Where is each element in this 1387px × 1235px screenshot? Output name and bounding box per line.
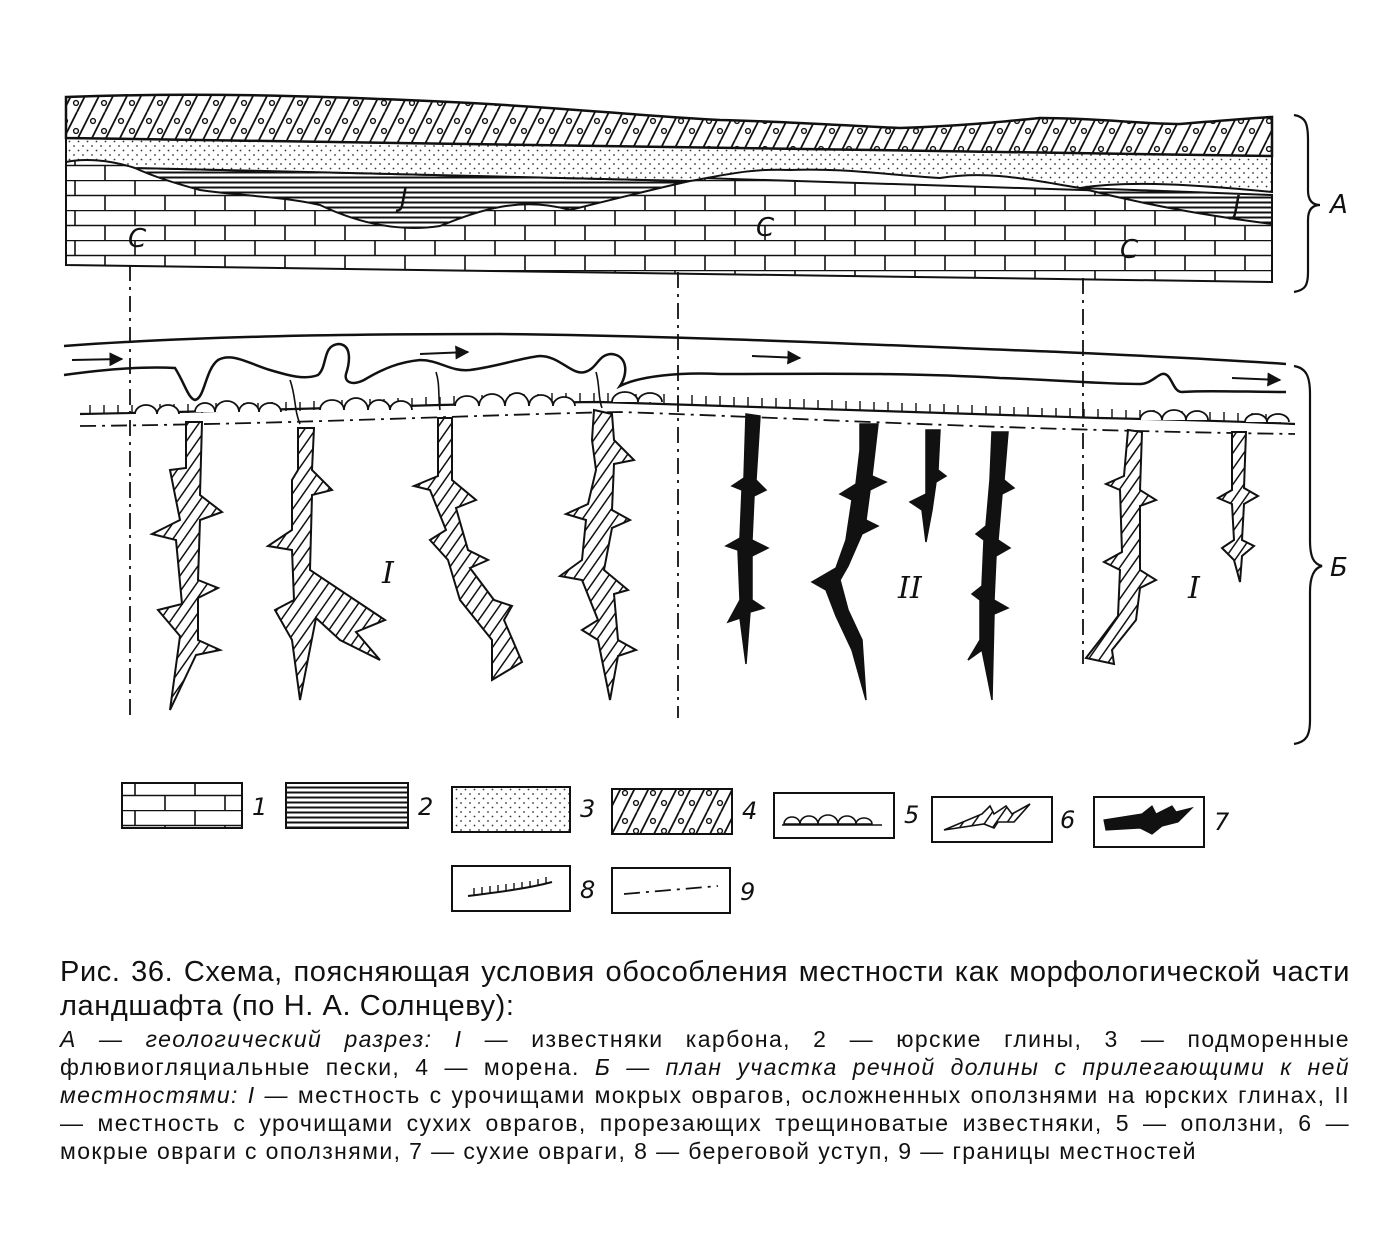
brace-b — [1294, 366, 1322, 744]
label-c-middle: C — [756, 213, 775, 243]
legend-num-5: 5 — [904, 801, 920, 829]
legend-item-moraine — [612, 789, 757, 834]
legend-item-landslides — [774, 793, 919, 838]
label-c-right: C — [1120, 235, 1139, 265]
landslide-5 — [612, 392, 662, 402]
legend-item-bank-scarp — [452, 866, 595, 911]
dry-ravine-3 — [910, 430, 946, 542]
legend-item-boundary — [612, 868, 755, 913]
geological-section — [66, 95, 1348, 292]
wet-ravine-5 — [1086, 430, 1156, 664]
legend — [122, 783, 1230, 913]
streamlet-1 — [290, 380, 300, 424]
legend-num-7: 7 — [1214, 808, 1230, 836]
legend-item-dry-ravine — [1094, 797, 1230, 847]
legend-num-9: 9 — [740, 878, 756, 906]
label-c-left: C — [128, 224, 147, 254]
caption-part-b-text: местность с урочищами мокрых оврагов, осложненных оползнями на юрских глинах, II — местность с урочищами сухих оврагов, прорезающих трещиноватые известняки, 5 — оползни, 6 — мокрые овраги с оползнями, 7 — сухие овраги, 8 — береговой уступ, 9 — границы местностей — [60, 1082, 1350, 1164]
flow-arrow-1 — [72, 359, 122, 360]
caption-part-a-text: известняки карбона, 2 — юрские глины, 3 — подморенные флювиогляциальные пески, 4 — морена. — [60, 1026, 1350, 1080]
legend-item-wet-ravine — [932, 797, 1075, 842]
landslide-2 — [195, 401, 281, 412]
flow-arrow-2 — [420, 352, 468, 354]
valley-plan — [64, 334, 1348, 744]
river-bank-north — [64, 334, 1286, 364]
legend-num-1: 1 — [252, 793, 268, 821]
dry-ravines — [726, 414, 1014, 700]
wet-ravine-4 — [560, 410, 636, 700]
area-label-middle: II — [898, 571, 922, 606]
legend-item-sand — [452, 787, 595, 832]
dry-ravine-4 — [968, 432, 1014, 700]
legend-num-3: 3 — [580, 795, 596, 823]
flow-arrow-4 — [1232, 378, 1280, 380]
section-label-a: А — [1330, 190, 1348, 220]
dry-ravine-1 — [726, 414, 768, 664]
legend-num-4: 4 — [742, 797, 758, 825]
legend-item-clay — [286, 783, 433, 828]
caption-part-a-heading: А — геологический разрез: I — — [60, 1026, 510, 1052]
valley-boundary-line — [80, 412, 1295, 434]
wet-ravine-3 — [414, 418, 522, 680]
label-j-left: J — [400, 183, 408, 213]
brace-a — [1294, 115, 1320, 292]
wet-ravine-6 — [1218, 432, 1258, 582]
wet-ravine-1 — [152, 422, 222, 710]
wet-ravines — [152, 410, 1258, 710]
legend-num-6: 6 — [1060, 806, 1076, 834]
landslide-1 — [135, 405, 179, 414]
landslide-7 — [1245, 414, 1289, 422]
area-label-right: I — [1188, 571, 1200, 606]
caption-part-b-heading: Б — план участка речной долины с прилегающими к ней местностями: I — — [60, 1054, 1350, 1108]
wet-ravine-2 — [268, 428, 385, 700]
flow-arrow-3 — [752, 356, 800, 358]
caption-title: Рис. 36. Схема, поясняющая условия обособления местности как морфологической части ландшафта (по Н. А. Солнцеву): — [60, 956, 1350, 1022]
figure-caption — [60, 955, 1350, 1165]
river-bank-south — [64, 344, 1286, 400]
landslide-4 — [455, 393, 575, 406]
dry-ravine-2 — [812, 424, 886, 700]
landslide-6 — [1140, 410, 1208, 420]
label-j-right: J — [1233, 191, 1241, 221]
section-label-b: Б — [1330, 553, 1348, 583]
area-label-left: I — [382, 556, 394, 591]
legend-num-8: 8 — [580, 876, 596, 904]
caption-body — [60, 1025, 1350, 1165]
legend-item-limestone — [122, 783, 267, 828]
legend-num-2: 2 — [418, 793, 434, 821]
